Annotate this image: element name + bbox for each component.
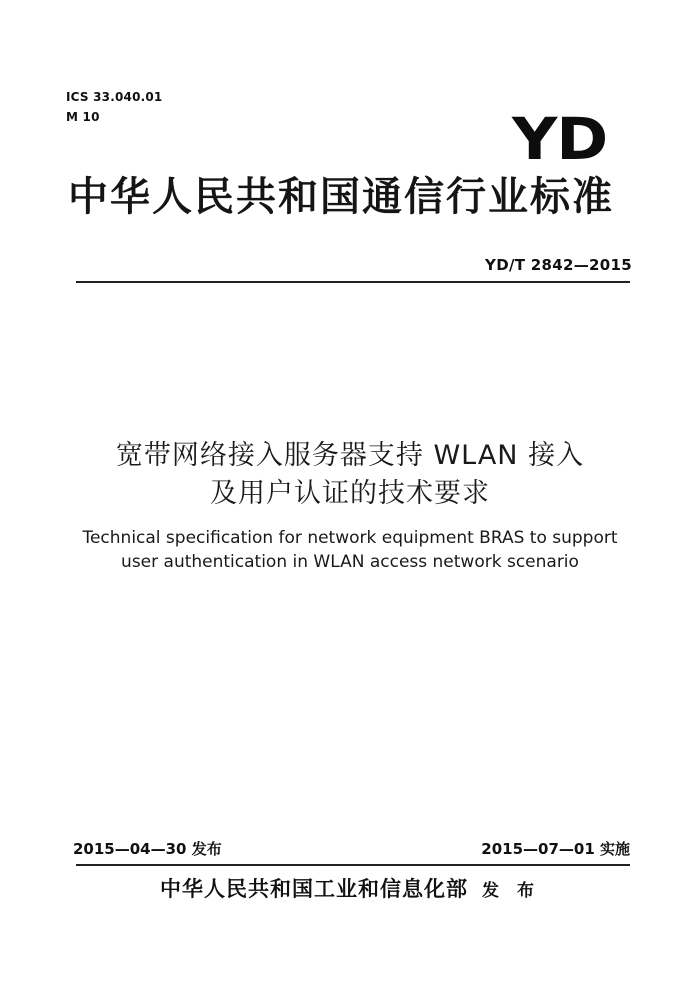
yd-logo: YD [512, 105, 608, 173]
implementation-date: 2015—07—01 实施 [481, 840, 630, 858]
title-en-line1: Technical specification for network equipment BRAS to support [82, 528, 618, 548]
standard-number: YD/T 2842—2015 [485, 256, 632, 274]
org-title: 中华人民共和国通信行业标准 [68, 174, 614, 220]
ccs-code: M 10 [66, 110, 100, 124]
bottom-divider [76, 864, 630, 866]
issue-date: 2015—04—30 发布 [73, 840, 222, 858]
ics-code: ICS 33.040.01 [66, 90, 163, 104]
title-cn-line2: 及用户认证的技术要求 [210, 478, 490, 509]
publisher [0, 876, 700, 904]
publisher-name: 中华人民共和国工业和信息化部 [160, 877, 469, 901]
publisher-suffix: 发 布 [482, 881, 540, 901]
top-divider [76, 281, 630, 283]
title-en-line2: user authentication in WLAN access network scenario [121, 552, 579, 572]
title-cn-line1: 宽带网络接入服务器支持 WLAN 接入 [115, 440, 585, 471]
